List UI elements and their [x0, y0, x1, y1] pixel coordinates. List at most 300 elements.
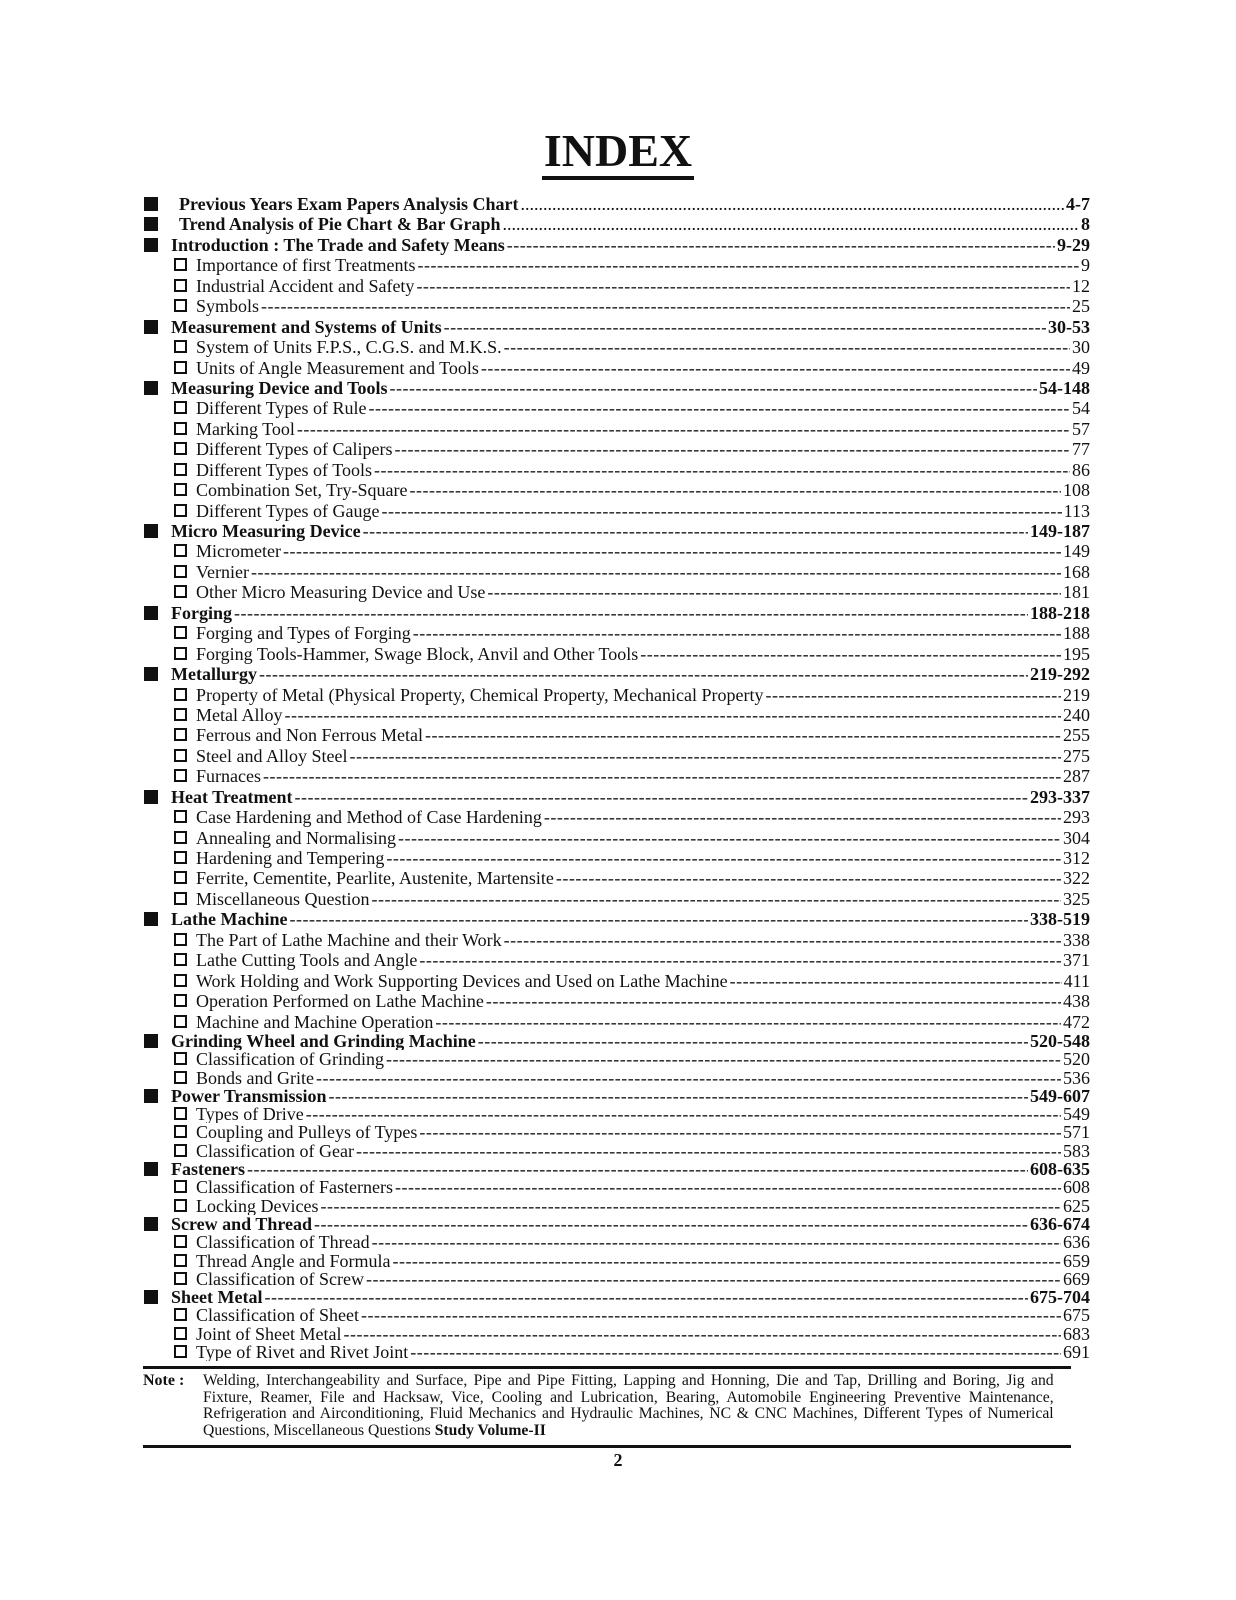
toc-subsection-entry[interactable]	[144, 1123, 1090, 1141]
divider-rule-top	[143, 1366, 1071, 1369]
hollow-square-bullet-icon	[174, 749, 187, 762]
dot-leader	[504, 930, 1061, 950]
dot-leader	[487, 582, 1061, 602]
dot-leader	[416, 276, 1070, 296]
hollow-square-bullet-icon	[174, 728, 187, 741]
dot-leader	[417, 255, 1079, 275]
toc-subsection-entry[interactable]	[144, 868, 1090, 888]
toc-entry-label: Classification of Gear	[196, 1141, 354, 1161]
hollow-square-bullet-icon	[174, 361, 187, 374]
hollow-square-bullet-icon	[174, 1345, 187, 1358]
hollow-square-bullet-icon	[174, 299, 187, 312]
divider-rule-bottom	[143, 1445, 1071, 1448]
dot-leader	[507, 235, 1055, 255]
toc-subsection-entry[interactable]	[144, 480, 1090, 500]
toc-section-entry[interactable]	[144, 1288, 1090, 1306]
toc-subsection-entry[interactable]	[144, 828, 1090, 848]
toc-section-entry[interactable]	[144, 194, 1090, 214]
hollow-square-bullet-icon	[174, 933, 187, 946]
toc-entry-page: 675-704	[1030, 1288, 1090, 1307]
dot-leader	[285, 705, 1062, 725]
toc-entry-label: Classification of Sheet	[196, 1306, 359, 1325]
dot-leader	[264, 1288, 1028, 1306]
toc-entry-label: Screw and Thread	[171, 1214, 313, 1234]
toc-entry-label: Different Types of Tools	[196, 459, 372, 480]
toc-entry-label: Symbols	[196, 296, 260, 317]
hollow-square-bullet-icon	[174, 544, 187, 557]
toc-entry-label: Locking Devices	[196, 1196, 319, 1215]
toc-entry-label: Combination Set, Try-Square	[196, 480, 408, 501]
dot-leader	[290, 909, 1029, 929]
toc-entry-page: 8	[1081, 214, 1090, 235]
filled-square-bullet-icon	[144, 667, 158, 681]
hollow-square-bullet-icon	[174, 769, 187, 782]
toc-entry-page: 608	[1063, 1178, 1090, 1197]
toc-subsection-entry[interactable]	[144, 337, 1090, 357]
filled-square-bullet-icon	[144, 912, 158, 926]
toc-entry-label: Metallurgy	[171, 664, 257, 685]
toc-section-entry[interactable]	[144, 1160, 1090, 1178]
toc-entry-page: 536	[1063, 1068, 1090, 1087]
toc-entry-label: Grinding Wheel and Grinding Machine	[171, 1031, 476, 1051]
toc-entry-page: 30-53	[1048, 316, 1090, 337]
toc-entry-label: Operation Performed on Lathe Machine	[196, 991, 484, 1012]
toc-subsection-entry[interactable]	[144, 562, 1090, 582]
hollow-square-bullet-icon	[174, 994, 187, 1007]
toc-subsection-entry[interactable]	[144, 623, 1090, 643]
toc-entry-label: Annealing and Normalising	[196, 827, 396, 848]
dot-leader	[730, 971, 1062, 991]
toc-entry-label: Classification of Fasterners	[196, 1178, 393, 1197]
index-title-wrap	[0, 126, 1236, 180]
toc-entry-page: 168	[1063, 561, 1090, 582]
hollow-square-bullet-icon	[174, 688, 187, 701]
toc-entry-page: 549	[1063, 1105, 1090, 1124]
hollow-square-bullet-icon	[174, 892, 187, 905]
dot-leader	[410, 1343, 1061, 1361]
toc-entry-page: 583	[1063, 1141, 1090, 1161]
dot-leader	[263, 766, 1061, 786]
hollow-square-bullet-icon	[174, 483, 187, 496]
toc-entry-label: Metal Alloy	[196, 704, 283, 725]
dot-leader	[392, 1252, 1061, 1270]
hollow-square-bullet-icon	[174, 810, 187, 823]
hollow-square-bullet-icon	[174, 258, 187, 271]
dot-leader	[544, 807, 1061, 827]
toc-entry-page: 219	[1063, 684, 1090, 705]
dot-leader	[251, 562, 1061, 582]
toc-entry-label: Power Transmission	[171, 1086, 327, 1106]
toc-section-entry[interactable]	[144, 664, 1090, 684]
toc-subsection-entry[interactable]	[144, 1306, 1090, 1324]
toc-entry-label: Lathe Machine	[171, 909, 288, 930]
dot-leader	[504, 337, 1070, 357]
toc-entry-label: Steel and Alloy Steel	[196, 745, 348, 766]
dot-leader	[398, 828, 1061, 848]
dot-leader	[521, 194, 1065, 214]
toc-section-entry[interactable]	[144, 1087, 1090, 1105]
filled-square-bullet-icon	[144, 1162, 158, 1176]
toc-subsection-entry[interactable]	[144, 746, 1090, 766]
toc-section-entry[interactable]	[144, 787, 1090, 807]
hollow-square-bullet-icon	[174, 442, 187, 455]
toc-subsection-entry[interactable]	[144, 1105, 1090, 1123]
toc-entry-page: 188	[1063, 623, 1090, 644]
toc-section-entry[interactable]	[144, 235, 1090, 255]
toc-subsection-entry[interactable]	[144, 255, 1090, 275]
dot-leader	[386, 1050, 1061, 1068]
dot-leader	[640, 644, 1061, 664]
toc-subsection-entry[interactable]	[144, 1270, 1090, 1288]
dot-leader	[419, 1123, 1061, 1141]
toc-entry-label: Type of Rivet and Rivet Joint	[196, 1342, 409, 1362]
toc-entry-label: Measurement and Systems of Units	[171, 316, 442, 337]
filled-square-bullet-icon	[144, 1034, 158, 1048]
toc-entry-label: Classification of Grinding	[196, 1050, 384, 1069]
toc-entry-page: 636	[1063, 1233, 1090, 1252]
toc-subsection-entry[interactable]	[144, 950, 1090, 970]
dot-leader	[395, 439, 1070, 459]
toc-entry-page: 9-29	[1057, 234, 1090, 255]
toc-entry-label: Hardening and Tempering	[196, 848, 385, 868]
toc-entry-page: 77	[1072, 439, 1090, 460]
toc-subsection-entry[interactable]	[144, 1343, 1090, 1361]
hollow-square-bullet-icon	[174, 279, 187, 292]
toc-subsection-entry[interactable]	[144, 725, 1090, 745]
toc-subsection-entry[interactable]	[144, 766, 1090, 786]
dot-leader	[481, 358, 1070, 378]
filled-square-bullet-icon	[144, 320, 158, 334]
toc-entry-page: 86	[1072, 459, 1090, 480]
hollow-square-bullet-icon	[174, 974, 187, 987]
toc-entry-page: 625	[1063, 1196, 1090, 1215]
toc-subsection-entry[interactable]	[144, 1252, 1090, 1270]
toc-entry-page: 325	[1063, 888, 1090, 909]
dot-leader	[419, 950, 1061, 970]
toc-entry-label: Industrial Accident and Safety	[196, 275, 415, 296]
toc-entry-page: 675	[1063, 1306, 1090, 1325]
dot-leader	[369, 398, 1070, 418]
toc-subsection-entry[interactable]	[144, 1233, 1090, 1251]
hollow-square-bullet-icon	[174, 1144, 187, 1157]
hollow-square-bullet-icon	[174, 565, 187, 578]
toc-entry-label: Thread Angle and Formula	[196, 1251, 391, 1270]
toc-entry-label: Bonds and Grite	[196, 1068, 314, 1087]
toc-subsection-entry[interactable]	[144, 439, 1090, 459]
note-body: Welding, Interchangeability and Surface, Pipe and Pipe Fitting, Lapping and Honning, Die and Tap, Drilling and Boring, Jig and Fixture, Reamer, File and Hacksaw, Vice, Cooling and Lubrication, Bearing, Automobile Engineering Preventive Maintenance, Refrigeration and Airconditioning, Fluid Mechanics and Hydraulic Machines, NC & CNC Machines, Different Types of Numerical Questions, Miscellaneous Questions	[203, 1372, 1054, 1439]
hollow-square-bullet-icon	[174, 340, 187, 353]
dot-leader	[343, 1325, 1061, 1343]
toc-section-entry[interactable]	[144, 378, 1090, 398]
toc-entry-page: 371	[1063, 950, 1090, 971]
toc-subsection-entry[interactable]	[144, 501, 1090, 521]
toc-entry-page: 691	[1063, 1342, 1090, 1362]
hollow-square-bullet-icon	[174, 647, 187, 660]
dot-leader	[361, 1306, 1061, 1324]
toc-entry-label: Units of Angle Measurement and Tools	[196, 357, 479, 378]
toc-entry-label: Micro Measuring Device	[171, 521, 361, 541]
toc-subsection-entry[interactable]	[144, 991, 1090, 1011]
toc-entry-page: 293-337	[1030, 786, 1090, 807]
toc-entry-label: Introduction : The Trade and Safety Means	[171, 234, 505, 255]
toc-entry-page: 4-7	[1066, 194, 1090, 214]
hollow-square-bullet-icon	[174, 708, 187, 721]
hollow-square-bullet-icon	[174, 1235, 187, 1248]
filled-square-bullet-icon	[144, 1089, 158, 1103]
dot-leader	[395, 1178, 1061, 1196]
toc-subsection-entry[interactable]	[144, 1050, 1090, 1068]
toc-entry-page: 322	[1063, 868, 1090, 889]
hollow-square-bullet-icon	[174, 851, 187, 864]
hollow-square-bullet-icon	[174, 1015, 187, 1028]
filled-square-bullet-icon	[144, 1217, 158, 1231]
toc-subsection-entry[interactable]	[144, 889, 1090, 909]
toc-entry-label: Furnaces	[196, 766, 261, 787]
toc-subsection-entry[interactable]	[144, 419, 1090, 439]
toc-entry-page: 12	[1072, 275, 1090, 296]
toc-entry-page: 338	[1063, 929, 1090, 950]
dot-leader	[413, 623, 1061, 643]
hollow-square-bullet-icon	[174, 871, 187, 884]
filled-square-bullet-icon	[144, 238, 158, 252]
toc-entry-label: Heat Treatment	[171, 786, 293, 807]
toc-entry-page: 275	[1063, 745, 1090, 766]
toc-section-entry[interactable]	[144, 1215, 1090, 1233]
toc-entry-label: Different Types of Calipers	[196, 439, 393, 460]
dot-leader	[329, 1087, 1028, 1105]
hollow-square-bullet-icon	[174, 831, 187, 844]
toc-entry-page: 312	[1063, 848, 1090, 868]
toc-entry-label: Types of Drive	[196, 1105, 304, 1124]
hollow-square-bullet-icon	[174, 1254, 187, 1267]
toc-entry-page: 25	[1072, 296, 1090, 317]
dot-leader	[320, 1197, 1061, 1215]
hollow-square-bullet-icon	[174, 1052, 187, 1065]
filled-square-bullet-icon	[144, 381, 158, 395]
toc-entry-page: 411	[1063, 970, 1090, 991]
toc-entry-page: 438	[1063, 991, 1090, 1012]
toc-entry-page: 149-187	[1030, 521, 1090, 541]
toc-entry-label: Fasteners	[171, 1160, 245, 1179]
hollow-square-bullet-icon	[174, 1308, 187, 1321]
dot-leader	[247, 1160, 1028, 1178]
filled-square-bullet-icon	[144, 1290, 158, 1304]
dot-leader	[297, 419, 1070, 439]
dot-leader	[283, 541, 1061, 561]
toc-entry-label: Different Types of Gauge	[196, 500, 380, 521]
toc-entry-label: Work Holding and Work Supporting Devices and Used on Lathe Machine	[196, 970, 728, 991]
toc-entry-page: 520-548	[1030, 1031, 1090, 1051]
filled-square-bullet-icon	[144, 217, 158, 231]
filled-square-bullet-icon	[144, 790, 158, 804]
toc-entry-page: 293	[1063, 807, 1090, 828]
toc-entry-label: Other Micro Measuring Device and Use	[196, 582, 486, 603]
page-title: INDEX	[542, 126, 694, 180]
toc-entry-label: Measuring Device and Tools	[171, 377, 388, 398]
dot-leader	[374, 460, 1070, 480]
toc-subsection-entry[interactable]	[144, 644, 1090, 664]
filled-square-bullet-icon	[144, 606, 158, 620]
toc-entry-label: Trend Analysis of Pie Chart & Bar Graph	[179, 214, 501, 235]
toc-entry-page: 49	[1072, 357, 1090, 378]
toc-subsection-entry[interactable]	[144, 1197, 1090, 1215]
page-number: 2	[613, 1450, 623, 1470]
hollow-square-bullet-icon	[174, 585, 187, 598]
toc-subsection-entry[interactable]	[144, 1178, 1090, 1196]
toc-entry-label: Ferrite, Cementite, Pearlite, Austenite, Martensite	[196, 868, 554, 889]
toc-entry-page: 195	[1063, 643, 1090, 664]
dot-leader	[386, 848, 1061, 868]
toc-entry-page: 54-148	[1039, 377, 1090, 398]
toc-entry-label: Forging	[171, 602, 232, 623]
toc-entry-label: Importance of first Treatments	[196, 255, 416, 276]
toc-entry-label: Vernier	[196, 561, 249, 582]
toc-entry-page: 571	[1063, 1123, 1090, 1142]
hollow-square-bullet-icon	[174, 1071, 187, 1084]
dot-leader	[382, 501, 1062, 521]
toc-entry-page: 255	[1063, 725, 1090, 746]
toc-entry-label: Forging and Types of Forging	[196, 623, 411, 644]
table-of-contents	[144, 194, 1090, 1361]
toc-subsection-entry[interactable]	[144, 1325, 1090, 1343]
note-emphasis: Study Volume-II	[434, 1421, 546, 1439]
toc-subsection-entry[interactable]	[144, 1012, 1090, 1032]
toc-subsection-entry[interactable]	[144, 460, 1090, 480]
toc-subsection-entry[interactable]	[144, 1142, 1090, 1160]
toc-subsection-entry[interactable]	[144, 807, 1090, 827]
dot-leader	[259, 664, 1028, 684]
toc-entry-page: 338-519	[1030, 909, 1090, 930]
toc-entry-label: Micrometer	[196, 541, 281, 562]
dot-leader	[356, 1142, 1061, 1160]
toc-entry-label: The Part of Lathe Machine and their Work	[196, 929, 502, 950]
toc-subsection-entry[interactable]	[144, 971, 1090, 991]
toc-entry-page: 113	[1063, 500, 1090, 521]
dot-leader	[556, 868, 1061, 888]
toc-subsection-entry[interactable]	[144, 685, 1090, 705]
toc-entry-label: Previous Years Exam Papers Analysis Chart	[179, 194, 519, 214]
hollow-square-bullet-icon	[174, 463, 187, 476]
toc-entry-label: Sheet Metal	[171, 1288, 263, 1307]
dot-leader	[766, 685, 1061, 705]
toc-subsection-entry[interactable]	[144, 398, 1090, 418]
toc-entry-page: 287	[1063, 766, 1090, 787]
hollow-square-bullet-icon	[174, 1180, 187, 1193]
hollow-square-bullet-icon	[174, 953, 187, 966]
dot-leader	[371, 889, 1061, 909]
dot-leader	[410, 480, 1061, 500]
dot-leader	[316, 1069, 1061, 1087]
toc-section-entry[interactable]	[144, 603, 1090, 623]
hollow-square-bullet-icon	[174, 1125, 187, 1138]
hollow-square-bullet-icon	[174, 1327, 187, 1340]
toc-entry-page: 304	[1063, 827, 1090, 848]
toc-subsection-entry[interactable]	[144, 930, 1090, 950]
toc-entry-page: 108	[1063, 480, 1090, 501]
dot-leader	[363, 521, 1028, 541]
toc-entry-page: 608-635	[1030, 1160, 1090, 1179]
toc-entry-label: Miscellaneous Question	[196, 888, 370, 909]
hollow-square-bullet-icon	[174, 401, 187, 414]
toc-section-entry[interactable]	[144, 214, 1090, 234]
toc-subsection-entry[interactable]	[144, 358, 1090, 378]
dot-leader	[503, 214, 1079, 234]
toc-entry-label: System of Units F.P.S., C.G.S. and M.K.S.	[196, 337, 502, 358]
toc-entry-page: 30	[1072, 337, 1090, 358]
note-text	[203, 1373, 1054, 1439]
dot-leader	[390, 378, 1037, 398]
hollow-square-bullet-icon	[174, 626, 187, 639]
toc-entry-label: Property of Metal (Physical Property, Chemical Property, Mechanical Property	[196, 684, 764, 705]
toc-subsection-entry[interactable]	[144, 296, 1090, 316]
dot-leader	[261, 296, 1070, 316]
toc-section-entry[interactable]	[144, 1032, 1090, 1050]
toc-entry-label: Different Types of Rule	[196, 398, 367, 419]
toc-section-entry[interactable]	[144, 317, 1090, 337]
hollow-square-bullet-icon	[174, 504, 187, 517]
dot-leader	[294, 787, 1028, 807]
toc-entry-page: 9	[1081, 255, 1090, 276]
note-block	[143, 1373, 1071, 1439]
toc-subsection-entry[interactable]	[144, 582, 1090, 602]
toc-entry-label: Classification of Screw	[196, 1269, 364, 1289]
toc-entry-page: 659	[1063, 1251, 1090, 1270]
toc-subsection-entry[interactable]	[144, 541, 1090, 561]
toc-entry-page: 149	[1063, 541, 1090, 562]
toc-entry-page: 240	[1063, 704, 1090, 725]
dot-leader	[425, 725, 1061, 745]
toc-entry-page: 54	[1072, 398, 1090, 419]
toc-entry-page: 636-674	[1030, 1214, 1090, 1234]
toc-entry-label: Forging Tools-Hammer, Swage Block, Anvil and Other Tools	[196, 643, 639, 664]
note-label: Note :	[143, 1372, 185, 1389]
toc-entry-page: 472	[1063, 1011, 1090, 1032]
filled-square-bullet-icon	[144, 197, 158, 211]
toc-subsection-entry[interactable]	[144, 1069, 1090, 1087]
dot-leader	[234, 603, 1028, 623]
hollow-square-bullet-icon	[174, 422, 187, 435]
toc-section-entry[interactable]	[144, 521, 1090, 541]
toc-entry-label: Coupling and Pulleys of Types	[196, 1123, 418, 1142]
toc-entry-page: 520	[1063, 1050, 1090, 1069]
toc-entry-label: Marking Tool	[196, 418, 295, 439]
dot-leader	[314, 1215, 1028, 1233]
toc-entry-label: Classification of Thread	[196, 1233, 370, 1252]
filled-square-bullet-icon	[144, 524, 158, 538]
toc-entry-label: Lathe Cutting Tools and Angle	[196, 950, 418, 971]
dot-leader	[372, 1233, 1061, 1251]
toc-entry-page: 669	[1063, 1269, 1090, 1289]
dot-leader	[306, 1105, 1061, 1123]
hollow-square-bullet-icon	[174, 1107, 187, 1120]
toc-entry-label: Ferrous and Non Ferrous Metal	[196, 725, 423, 746]
toc-entry-label: Joint of Sheet Metal	[196, 1324, 342, 1343]
dot-leader	[478, 1032, 1028, 1050]
dot-leader	[444, 317, 1046, 337]
toc-entry-label: Machine and Machine Operation	[196, 1011, 434, 1032]
toc-subsection-entry[interactable]	[144, 848, 1090, 868]
toc-subsection-entry[interactable]	[144, 276, 1090, 296]
toc-entry-page: 549-607	[1030, 1086, 1090, 1106]
toc-entry-page: 188-218	[1030, 602, 1090, 623]
toc-entry-page: 57	[1072, 418, 1090, 439]
dot-leader	[486, 991, 1061, 1011]
toc-subsection-entry[interactable]	[144, 705, 1090, 725]
toc-entry-label: Case Hardening and Method of Case Hardening	[196, 807, 542, 828]
dot-leader	[349, 746, 1061, 766]
hollow-square-bullet-icon	[174, 1272, 187, 1285]
toc-section-entry[interactable]	[144, 909, 1090, 929]
